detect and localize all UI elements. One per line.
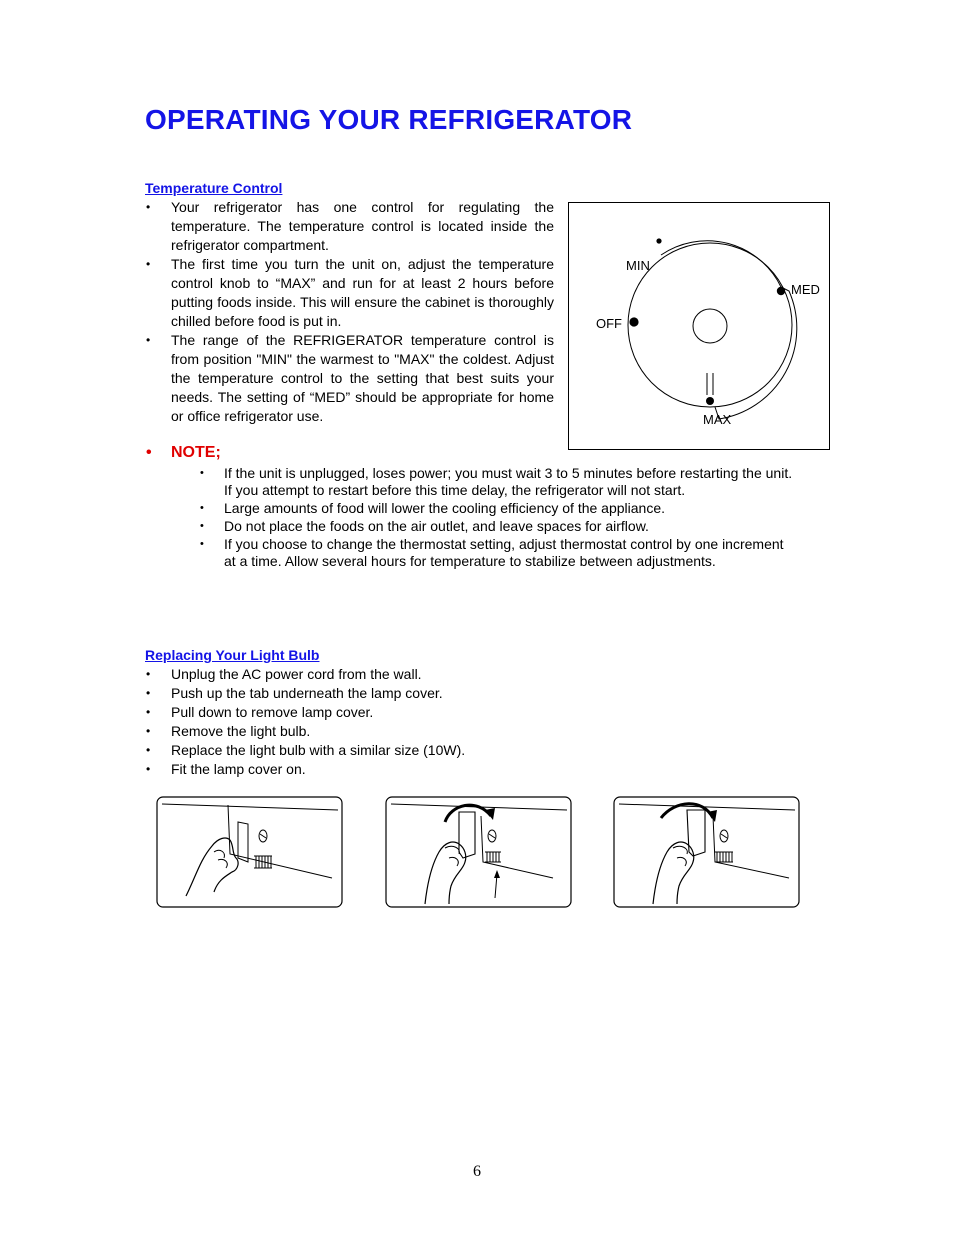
temperature-control-heading: Temperature Control [145,180,283,196]
dial-label-off: OFF [596,316,622,331]
dial-label-med: MED [791,282,820,297]
list-item: • Do not place the foods on the air outlet, and leave spaces for airflow. [198,518,798,535]
dial-range-arc-upper [661,241,781,287]
page-number: 6 [473,1163,481,1180]
min-dot-icon [656,238,661,243]
list-item: • Fit the lamp cover on. [145,760,745,779]
lamp-step-push-illustration [156,796,343,908]
off-dot-icon [629,317,638,326]
list-item: • If you choose to change the thermostat setting, adjust thermostat control by one increment at a time. Allow several hours for temperature to stabilize between adjustments. [198,536,798,570]
note-bullet: • [146,444,152,461]
list-item: • Your refrigerator has one control for regulating the temperature. The temperature control is located inside the refrigerator compartment. [145,198,554,255]
light-bulb-steps [145,665,745,779]
light-bulb-heading: Replacing Your Light Bulb [145,647,320,663]
page-title: OPERATING YOUR REFRIGERATOR [145,104,633,135]
lamp-step-pull-illustration [385,796,572,908]
temperature-dial-figure [568,202,830,450]
temperature-dial-diagram [569,203,829,449]
list-item: • Push up the tab underneath the lamp cover. [145,684,745,703]
list-item: • Pull down to remove lamp cover. [145,703,745,722]
list-item: • If the unit is unplugged, loses power; you must wait 3 to 5 minutes before restarting the unit. If you attempt to restart before this time delay, the refrigerator will not start. [198,465,798,499]
med-dot-icon [777,287,785,295]
list-item: • Large amounts of food will lower the cooling efficiency of the appliance. [198,500,798,517]
temperature-control-list [145,198,554,426]
note-heading-text: NOTE; [171,444,221,461]
list-item: • The range of the REFRIGERATOR temperature control is from position "MIN" the warmest to "MAX" the coldest. Adjust the temperature control to the setting that best suits your needs. The setting of “MED” should be appropriate for home or office refrigerator use. [145,331,554,426]
lamp-step-fit-illustration [613,796,800,908]
dial-label-max: MAX [703,412,732,427]
list-item: • Replace the light bulb with a similar size (10W). [145,741,745,760]
dial-center-knob [693,309,727,343]
dial-label-min: MIN [626,258,650,273]
dial-range-arc-lower [715,287,797,419]
list-item: • Remove the light bulb. [145,722,745,741]
max-dot-icon [706,397,714,405]
list-item: • The first time you turn the unit on, adjust the temperature control knob to “MAX” and run for at least 2 hours before putting foods inside. This will ensure the cabinet is thoroughly chilled before food is put in. [145,255,554,331]
list-item: • Unplug the AC power cord from the wall. [145,665,745,684]
note-list [198,465,798,571]
